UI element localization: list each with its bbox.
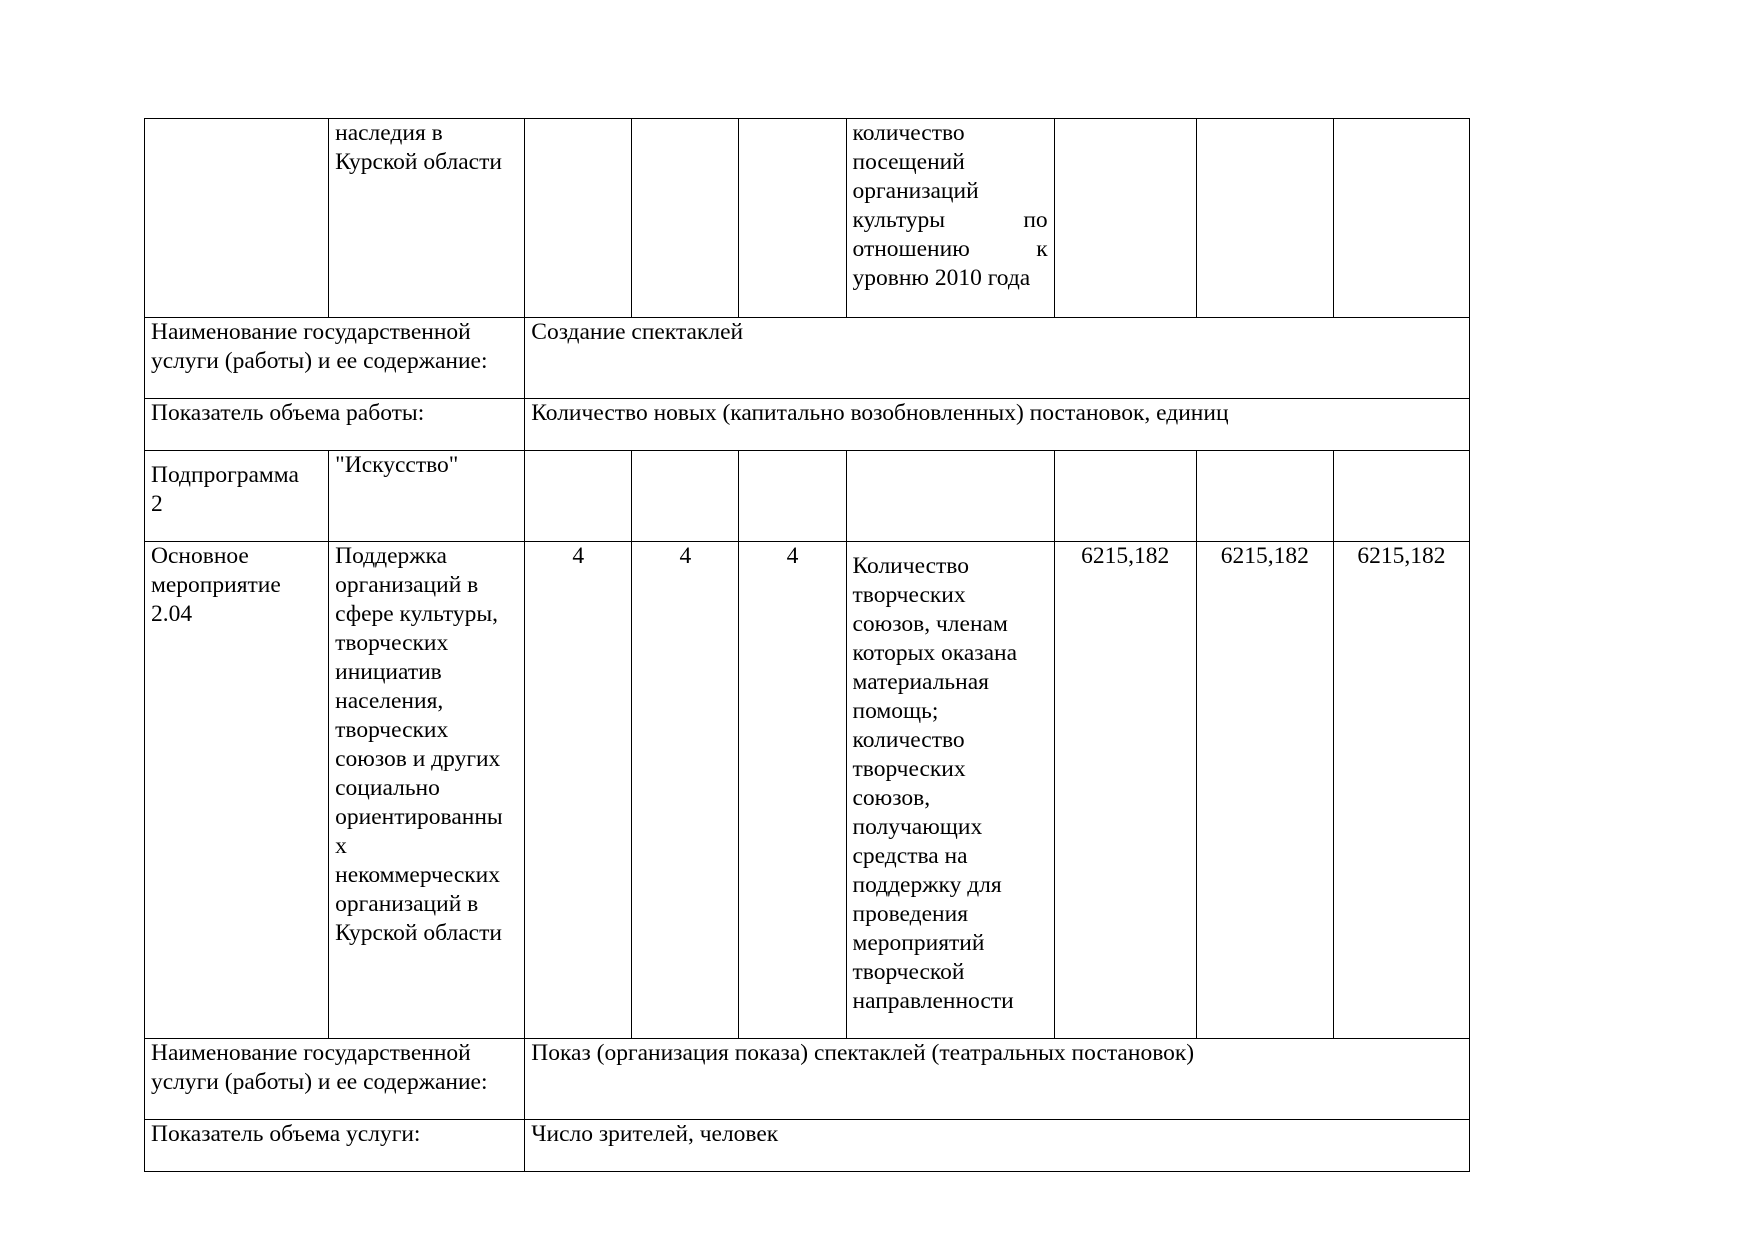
heritage-indicator bbox=[846, 119, 1054, 318]
table-row bbox=[145, 542, 1470, 1039]
table-row bbox=[145, 399, 1470, 451]
measure-code: Основное мероприятие 2.04 bbox=[145, 542, 329, 1039]
service-value: Показ (организация показа) спектаклей (театральных постановок) bbox=[525, 1039, 1470, 1120]
cell-empty bbox=[632, 119, 739, 318]
volume-value: Количество новых (капитально возобновленных) постановок, единиц bbox=[525, 399, 1470, 451]
table-row bbox=[145, 119, 1470, 318]
volume-label: Показатель объема работы: bbox=[145, 399, 525, 451]
cell-empty bbox=[739, 119, 846, 318]
service-label: Наименование государственной услуги (работы) и ее содержание: bbox=[145, 318, 525, 399]
indicator-line: отношению к bbox=[852, 236, 1048, 262]
volume-label: Показатель объема услуги: bbox=[145, 1120, 525, 1172]
subprogram-name: "Искусство" bbox=[329, 451, 525, 542]
cell-empty bbox=[525, 119, 632, 318]
table-row bbox=[145, 1120, 1470, 1172]
indicator-line: культуры по bbox=[852, 207, 1048, 233]
measure-funding-1: 6215,182 bbox=[1054, 542, 1196, 1039]
table-row bbox=[145, 318, 1470, 399]
cell-empty bbox=[1196, 119, 1333, 318]
table-row bbox=[145, 451, 1470, 542]
heritage-name-continuation: наследия в Курской области bbox=[329, 119, 525, 318]
measure-value-3: 4 bbox=[739, 542, 846, 1039]
service-label: Наименование государственной услуги (работы) и ее содержание: bbox=[145, 1039, 525, 1120]
volume-value: Число зрителей, человек bbox=[525, 1120, 1470, 1172]
cell-empty bbox=[1333, 119, 1469, 318]
table-row bbox=[145, 1039, 1470, 1120]
indicator-line: посещений bbox=[852, 149, 965, 175]
cell-empty bbox=[1196, 451, 1333, 542]
indicator-line: организаций bbox=[852, 178, 979, 204]
cell-empty bbox=[739, 451, 846, 542]
cell-empty bbox=[525, 451, 632, 542]
measure-indicator: Количество творческих союзов, членам которых оказана материальная помощь; количество творческих союзов, получающих средства на поддержку для проведения мероприятий творческой направленности bbox=[846, 542, 1054, 1039]
measure-funding-3: 6215,182 bbox=[1333, 542, 1469, 1039]
indicator-line: количество bbox=[852, 120, 965, 146]
cell-empty bbox=[145, 119, 329, 318]
measure-name: Поддержка организаций в сфере культуры, творческих инициатив населения, творческих союзов и других социально ориентированны х некоммерческих организаций в Курской области bbox=[329, 542, 525, 1039]
cell-empty bbox=[1054, 451, 1196, 542]
subprogram-code: Подпрограмма 2 bbox=[145, 451, 329, 542]
indicator-line: уровню 2010 года bbox=[852, 265, 1031, 291]
cell-empty bbox=[846, 451, 1054, 542]
program-table bbox=[144, 118, 1470, 1172]
service-value: Создание спектаклей bbox=[525, 318, 1470, 399]
measure-value-2: 4 bbox=[632, 542, 739, 1039]
cell-empty bbox=[1054, 119, 1196, 318]
measure-funding-2: 6215,182 bbox=[1196, 542, 1333, 1039]
measure-value-1: 4 bbox=[525, 542, 632, 1039]
cell-empty bbox=[1333, 451, 1469, 542]
cell-empty bbox=[632, 451, 739, 542]
